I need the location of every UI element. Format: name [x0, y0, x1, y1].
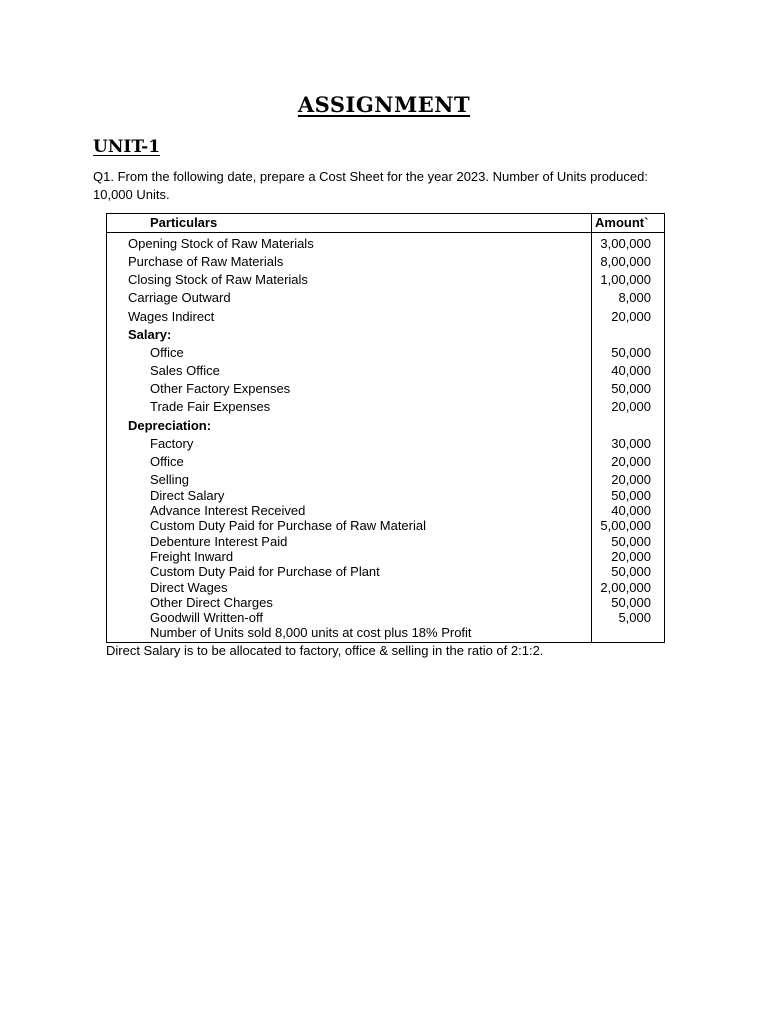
row-label: Other Direct Charges — [150, 595, 273, 610]
row-label: Direct Salary — [150, 488, 225, 503]
row-label: Freight Inward — [150, 549, 234, 564]
row-label: Office — [150, 345, 184, 360]
table-row — [107, 272, 663, 288]
table-row — [107, 503, 663, 519]
row-amount: 2,00,000 — [600, 580, 651, 595]
table-row — [107, 625, 663, 641]
table-row — [107, 488, 663, 504]
table-row — [107, 345, 663, 361]
row-label: Salary: — [128, 327, 172, 342]
table-row — [107, 454, 663, 470]
question-text: Q1. From the following date, prepare a Cost Sheet for the year 2023. Number of Units produced: 10,000 Units. — [93, 169, 648, 202]
row-label: Opening Stock of Raw Materials — [128, 236, 314, 251]
row-label: Custom Duty Paid for Purchase of Raw Material — [150, 518, 426, 533]
row-label: Carriage Outward — [128, 290, 231, 305]
row-label: Goodwill Written-off — [150, 610, 263, 625]
row-label: Office — [150, 454, 184, 469]
table-row — [107, 236, 663, 252]
unit-heading: UNIT-1 — [93, 137, 161, 157]
table-row — [107, 534, 663, 550]
page-title: ASSIGNMENT — [297, 92, 471, 117]
row-label: Advance Interest Received — [150, 503, 306, 518]
row-amount: 50,000 — [611, 381, 651, 396]
row-amount: 20,000 — [611, 472, 651, 487]
table-row — [107, 363, 663, 379]
cost-data-table — [106, 213, 665, 643]
table-row — [107, 254, 663, 270]
table-row — [107, 327, 663, 343]
row-label: Wages Indirect — [128, 309, 215, 324]
row-label: Selling — [150, 472, 190, 487]
row-amount: 5,00,000 — [600, 518, 651, 533]
row-amount: 20,000 — [611, 309, 651, 324]
row-amount: 40,000 — [611, 503, 651, 518]
row-amount: 50,000 — [611, 345, 651, 360]
row-label: Purchase of Raw Materials — [128, 254, 284, 269]
row-amount: 50,000 — [611, 488, 651, 503]
table-row — [107, 381, 663, 397]
row-label: Closing Stock of Raw Materials — [128, 272, 308, 287]
table-row — [107, 418, 663, 434]
table-row — [107, 309, 663, 325]
allocation-note: Direct Salary is to be allocated to factory, office & selling in the ratio of 2:1:2. — [106, 643, 544, 658]
table-row — [107, 290, 663, 306]
row-label: Number of Units sold 8,000 units at cost plus 18% Profit — [150, 625, 472, 640]
table-row — [107, 399, 663, 415]
particulars-header: Particulars — [150, 215, 218, 230]
table-row — [107, 549, 663, 565]
row-amount: 50,000 — [611, 595, 651, 610]
row-amount: 50,000 — [611, 564, 651, 579]
row-amount: 1,00,000 — [600, 272, 651, 287]
row-amount: 3,00,000 — [600, 236, 651, 251]
table-row — [107, 580, 663, 596]
row-label: Trade Fair Expenses — [150, 399, 271, 414]
table-row — [107, 436, 663, 452]
row-label: Debenture Interest Paid — [150, 534, 288, 549]
table-row — [107, 564, 663, 580]
row-label: Direct Wages — [150, 580, 228, 595]
table-row — [107, 595, 663, 611]
table-row — [107, 472, 663, 488]
row-amount: 20,000 — [611, 399, 651, 414]
row-label: Factory — [150, 436, 194, 451]
row-label: Custom Duty Paid for Purchase of Plant — [150, 564, 380, 579]
row-amount: 20,000 — [611, 549, 651, 564]
row-amount: 5,000 — [618, 610, 651, 625]
row-amount: 20,000 — [611, 454, 651, 469]
table-row — [107, 610, 663, 626]
table-row — [107, 518, 663, 534]
amount-header: Amount` — [595, 215, 649, 230]
row-amount: 8,00,000 — [600, 254, 651, 269]
row-amount: 50,000 — [611, 534, 651, 549]
row-amount: 8,000 — [618, 290, 651, 305]
row-amount: 30,000 — [611, 436, 651, 451]
row-label: Depreciation: — [128, 418, 212, 433]
row-label: Other Factory Expenses — [150, 381, 291, 396]
row-label: Sales Office — [150, 363, 220, 378]
header-divider — [107, 232, 664, 233]
row-amount: 40,000 — [611, 363, 651, 378]
